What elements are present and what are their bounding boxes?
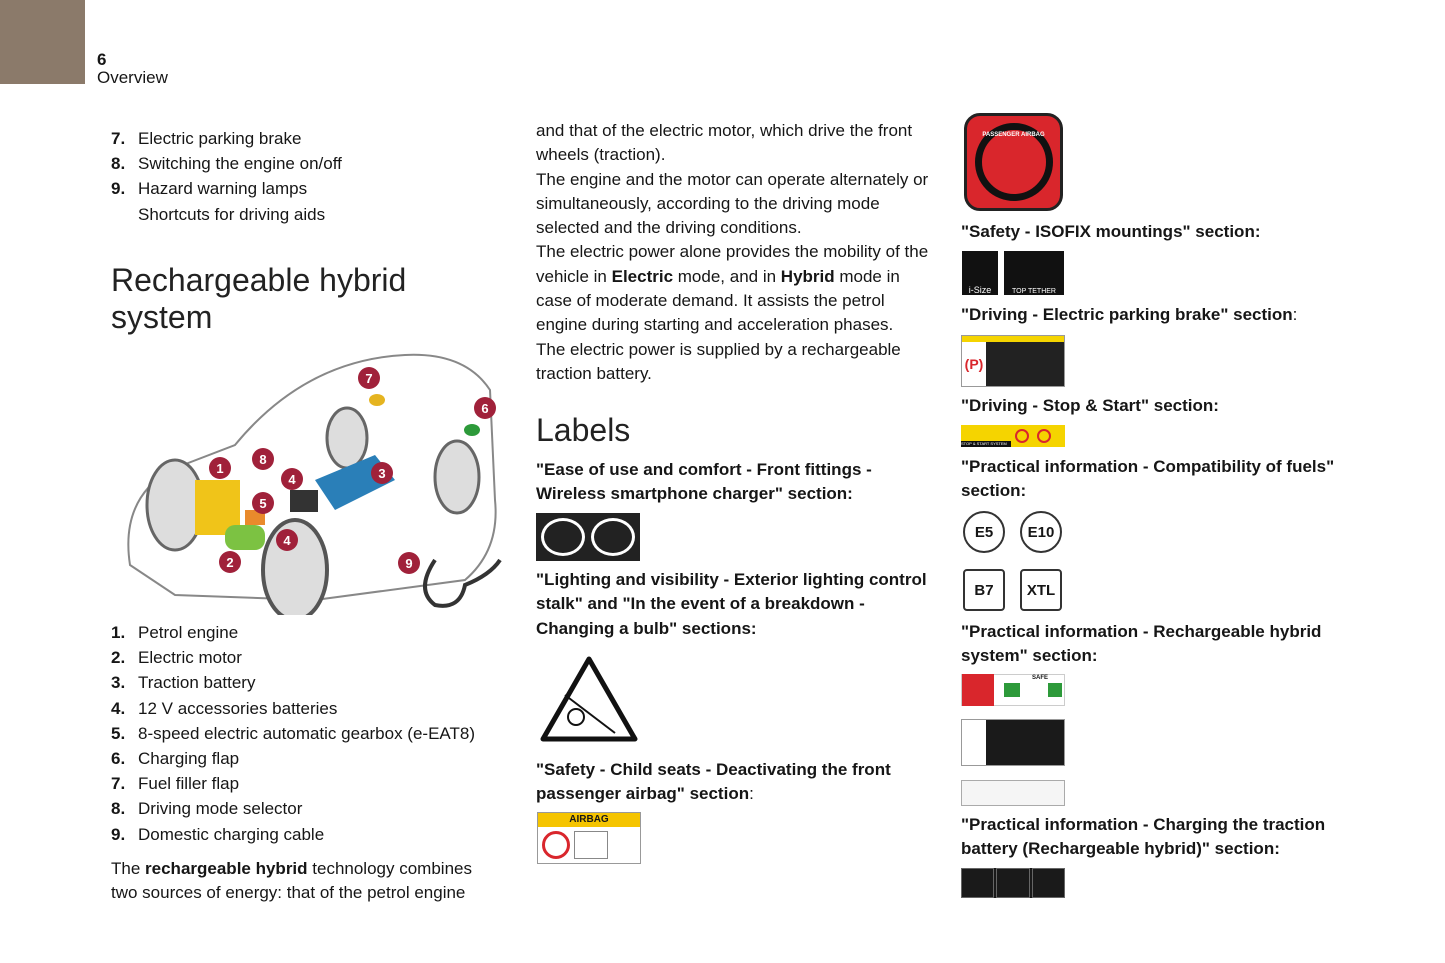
marker-2: 2 [226,555,234,570]
accessory-battery [290,490,318,512]
fuel-e10-label: E10 [1020,511,1062,553]
item-num: 5. [111,723,126,743]
label-section-title: "Driving - Stop & Start" section: [961,396,1219,415]
item-text: Petrol engine [138,623,239,642]
list-item [111,696,475,721]
list-item [111,670,475,695]
bulb-warning-label [540,655,638,743]
item-num: 9. [111,179,126,199]
para: The electric power alone provides the mobility of the vehicle in Electric mode, and in Hybrid mode in case of moderate demand. It assists the petrol engine during starting and acceleration phases. [536,242,929,335]
list-item [111,151,342,176]
list-item [111,721,475,746]
marker-9: 9 [405,556,413,571]
marker-6: 6 [481,401,489,416]
label-section-title: "Safety - Child seats - Deactivating the front passenger airbag" section: [536,760,891,804]
label-section-title: "Lighting and visibility - Exterior lighting control stalk" and "In the event of a breakdown - Changing a bulb" sections: [536,570,927,638]
item-text: Electric parking brake [138,129,302,148]
electric-motor [225,525,265,550]
label-section-title: "Ease of use and comfort - Front fittings - Wireless smartphone charger" section: [536,460,872,504]
item-num: 6. [111,749,126,769]
item-text: Electric motor [138,648,242,668]
item-text: Shortcuts for driving aids [138,204,326,224]
list-item [111,796,475,821]
section-title: Overview [97,68,168,87]
para: and that of the electric motor, which drive the front wheels (traction). [536,121,913,165]
hybrid-intro: The rechargeable hybrid technology combines two sources of energy: that of the petrol engine [111,859,472,903]
item-text: 8-speed electric automatic gearbox (e-EAT8) [138,723,476,743]
airbag-label-text: AIRBAG [538,813,640,827]
item-text: 12 V accessories batteries [138,698,338,718]
marker-1: 1 [216,461,224,476]
list-item [111,746,475,771]
parking-brake-label: (P) [961,335,1065,387]
item-num: 8. [111,799,126,819]
charging-warnings-label [961,780,1065,806]
fuel-e5-label: E5 [963,511,1005,553]
charging-battery-label [961,868,1065,898]
item-num: 4. [111,698,126,718]
item-text: Domestic charging cable [138,824,325,844]
item-num: 3. [111,673,126,693]
item-text: Driving mode selector [138,799,303,819]
item-num [111,202,138,227]
label-section-title: "Practical information - Rechargeable hybrid system" section: [961,622,1322,666]
list-item [111,620,475,645]
fuel-b7-label: B7 [963,569,1005,611]
label-section-title: "Practical information - Compatibility of fuels" section: [961,457,1335,501]
item-num: 7. [111,774,126,794]
airbag-label [537,812,641,864]
wireless-charger-label [536,513,640,561]
item-text: Hazard warning lamps [138,179,308,199]
item-text: Fuel filler flap [138,774,240,794]
label-section-title: "Driving - Electric parking brake" section: [961,305,1298,324]
components-list [111,620,475,847]
list-item [111,645,475,670]
item-num: 1. [111,623,126,642]
stop-start-label: STOP & START SYSTEM [961,425,1065,447]
marker-3: 3 [378,466,386,481]
marker-7: 7 [365,371,373,386]
charging-status-label [961,719,1065,766]
item-num: 7. [111,129,126,148]
isize-label: i-Size [962,251,998,295]
page-number: 6 [97,50,107,69]
item-text: Charging flap [138,749,240,769]
page-tab [0,0,85,84]
item-num: 2. [111,648,126,668]
list-item [111,822,475,847]
item-text: Traction battery [138,673,256,693]
label-section-title: "Practical information - Charging the traction battery (Rechargeable hybrid)" section: [961,815,1326,859]
item-num: 9. [111,824,126,844]
item-num: 8. [111,154,126,174]
hybrid-car-diagram [115,350,505,615]
top-list [111,126,342,227]
marker-8: 8 [259,452,267,467]
labels-heading: Labels [536,412,631,448]
fuel-xtl-label: XTL [1020,569,1062,611]
list-item [111,126,342,151]
hybrid-safety-label: SAFE [961,674,1065,706]
para: The engine and the motor can operate alternately or simultaneously, according to the driving mode selected and the driving conditions. [536,169,929,238]
marker-5: 5 [259,496,267,511]
item-text: Switching the engine on/off [138,154,342,174]
list-item [111,771,475,796]
passenger-airbag-label: PASSENGER AIRBAG [964,113,1063,211]
list-item [111,202,342,227]
label-section-title: "Safety - ISOFIX mountings" section: [961,222,1261,241]
marker-4b: 4 [283,533,291,548]
top-tether-label: TOP TETHER [1004,251,1064,295]
list-item [111,176,342,201]
marker-4: 4 [288,472,296,487]
hybrid-heading: Rechargeable hybrid system [111,262,407,335]
para: The electric power is supplied by a rechargeable traction battery. [536,339,901,383]
middle-text [536,119,931,386]
